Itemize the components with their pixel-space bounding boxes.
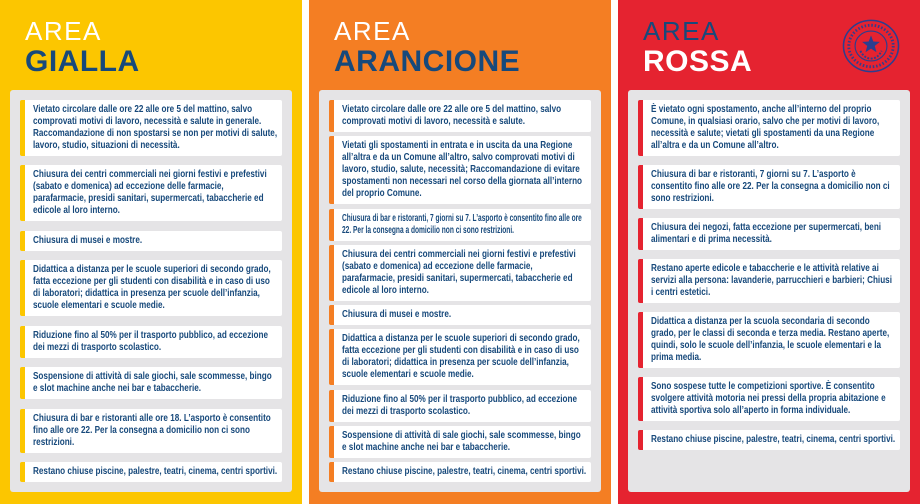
restriction-text: Restano chiuse piscine, palestre, teatri, cinema, centri sportivi. — [33, 465, 278, 477]
restriction-text: Didattica a distanza per le scuole superiori di secondo grado, fatta eccezione per gli studenti con disabilità e in caso di uso di laboratori; didattica in presenza per scuole dell’infanzia, scuole elementari e scuole medie. — [33, 264, 271, 312]
restriction-text: È vietato ogni spostamento, anche all’interno del proprio Comune, in qualsiasi orario, salvo che per motivi di lavoro, necessità e salute; vietati gli spostamenti da una Regione all’altra e da un Comune all’altro. — [651, 104, 880, 151]
restriction-item — [20, 165, 282, 221]
restriction-text: Chiusura di bar e ristoranti, 7 giorni su 7. L’asporto è consentito fino alle ore 22. Per la consegna a domicilio non ci sono restrizioni. — [342, 212, 582, 236]
restriction-item — [329, 136, 591, 204]
restriction-text: Restano chiuse piscine, palestre, teatri, cinema, centri sportivi. — [651, 434, 896, 445]
restriction-text: Sospensione di attività di sale giochi, sale scommesse, bingo e slot machine anche nei bar e tabaccherie. — [33, 371, 272, 395]
restriction-text: Vietato circolare dalle ore 22 alle ore 5 del mattino, salvo comprovati motivi di lavoro, necessità e salute in generale. Raccomandazione di non spostarsi se non per motivi di salute, lavoro, studio, situazioni di necessità. — [33, 104, 278, 151]
restriction-item — [638, 165, 900, 209]
restriction-item — [638, 218, 900, 250]
restriction-text: Riduzione fino al 50% per il trasporto pubblico, ad eccezione dei mezzi di trasporto scolastico. — [342, 393, 578, 417]
panel-title-area: AREA — [643, 16, 720, 46]
area-gialla-header — [0, 0, 302, 90]
restriction-item — [329, 245, 591, 301]
panel-title-area: AREA — [334, 16, 411, 46]
restriction-item — [638, 377, 900, 421]
restriction-text: Sono sospese tutte le competizioni sportive. È consentito svolgere attività motoria nei pressi della propria abitazione e attività sportiva solo all’aperto in forma individuale. — [651, 381, 886, 416]
restriction-item — [638, 312, 900, 368]
restriction-text: Chiusura dei centri commerciali nei giorni festivi e prefestivi (sabato e domenica) ad eccezione delle farmacie, parafarmacie, presidi sanitari, supermercati, tabaccherie ed edicole al loro interno. — [342, 248, 576, 296]
restriction-text: Riduzione fino al 50% per il trasporto pubblico, ad eccezione dei mezzi di trasporto scolastico. — [33, 329, 269, 353]
panel-title-zone: GIALLA — [25, 45, 140, 78]
restriction-text: Restano aperte edicole e tabaccherie e le attività relative ai servizi alla persona: lavanderie, parrucchieri e barbieri; Chiusi i centri estetici. — [651, 263, 892, 298]
restriction-text: Chiusura di musei e mostre. — [342, 309, 452, 320]
restriction-text: Chiusura di musei e mostre. — [33, 234, 143, 246]
restriction-item — [329, 390, 591, 422]
restriction-item — [329, 426, 591, 458]
restrictions-card — [319, 90, 601, 492]
area-arancione-header — [309, 0, 611, 90]
restriction-text: Vietati gli spostamenti in entrata e in uscita da una Regione all’altra e da un Comune all’altro, salvo comprovati motivi di lavoro, studio, salute, necessità; Raccomandazione di evitare spostamenti non necessari nel corso della giornata all’interno del proprio Comune. — [342, 140, 583, 200]
restriction-item — [20, 367, 282, 399]
presidenza-del-consiglio-seal-icon — [842, 18, 900, 74]
restriction-item — [329, 462, 591, 482]
area-rossa-panel — [618, 0, 920, 504]
restriction-text: Sospensione di attività di sale giochi, sale scommesse, bingo e slot machine anche nei bar e tabaccherie. — [342, 429, 581, 453]
restriction-text: Didattica a distanza per le scuole superiori di secondo grado, fatta eccezione per gli studenti con disabilità e in caso di uso di laboratori; didattica in presenza per scuole dell’infanzia, scuole elementari e scuole medie. — [342, 333, 580, 381]
restriction-item — [329, 329, 591, 385]
area-arancione-panel — [309, 0, 611, 504]
restriction-text: Didattica a distanza per la scuola secondaria di secondo grado, per le classi di seconda e terza media. Restano aperte, quindi, solo le scuole dell’infanzia, le scuole elementari e la prima media. — [651, 316, 890, 363]
restriction-text: Vietato circolare dalle ore 22 alle ore 5 del mattino, salvo comprovati motivi di lavoro, necessità e salute. — [342, 104, 562, 127]
restrictions-card — [10, 90, 292, 492]
panel-title-zone: ARANCIONE — [334, 45, 521, 78]
restriction-item — [20, 260, 282, 316]
panel-title-zone: ROSSA — [643, 45, 753, 78]
restriction-item — [20, 326, 282, 358]
restriction-item — [638, 100, 900, 156]
restriction-item — [329, 305, 591, 325]
area-gialla-panel — [0, 0, 302, 504]
restriction-item — [20, 231, 282, 251]
restriction-item — [638, 430, 900, 450]
restriction-text: Chiusura di bar e ristoranti, 7 giorni su 7. L’asporto è consentito fino alle ore 22. Per la consegna a domicilio non ci sono restrizioni. — [651, 169, 890, 204]
restriction-text: Chiusura dei negozi, fatta eccezione per supermercati, beni alimentari e di prima necessità. — [651, 222, 882, 245]
restriction-item — [638, 259, 900, 303]
restriction-item — [329, 209, 591, 241]
restriction-text: Restano chiuse piscine, palestre, teatri, cinema, centri sportivi. — [342, 466, 587, 477]
restriction-item — [329, 100, 591, 132]
restriction-text: Chiusura di bar e ristoranti alle ore 18. L’asporto è consentito fino alle ore 22. Per la consegna a domicilio non ci sono restrizioni. — [33, 412, 271, 448]
area-rossa-header — [618, 0, 920, 90]
restriction-item — [20, 409, 282, 453]
restriction-item — [20, 462, 282, 482]
panel-title-area: AREA — [25, 16, 102, 46]
restriction-item — [20, 100, 282, 156]
restriction-text: Chiusura dei centri commerciali nei giorni festivi e prefestivi (sabato e domenica) ad eccezione delle farmacie, parafarmacie, presidi sanitari, supermercati, tabaccherie ed edicole al loro interno. — [33, 169, 267, 217]
restrictions-card — [628, 90, 910, 492]
